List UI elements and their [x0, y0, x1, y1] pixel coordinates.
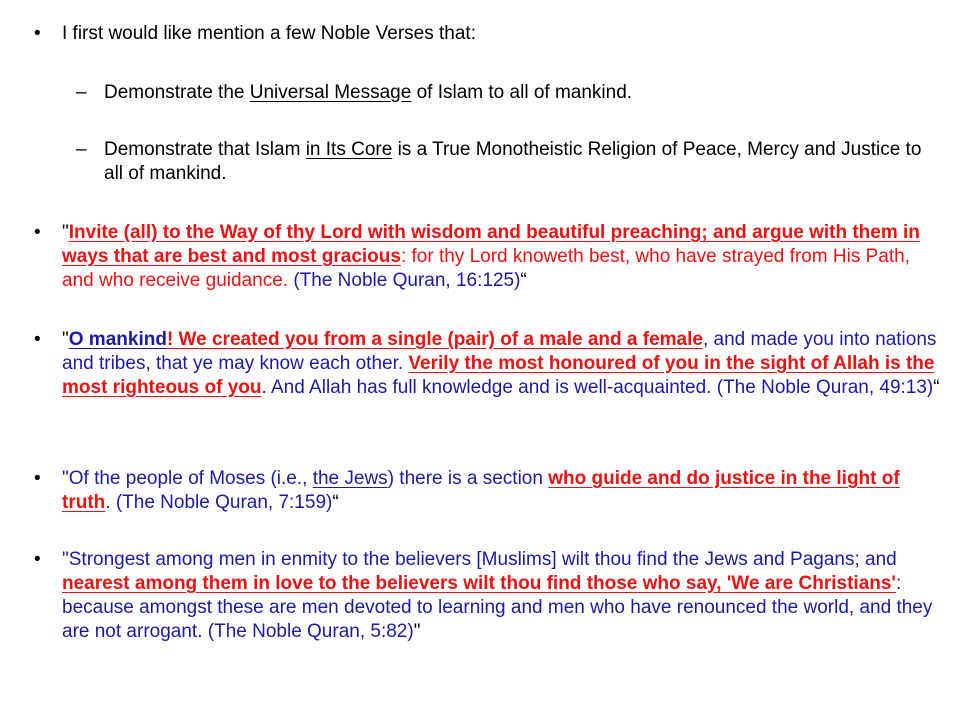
- intro-line: [62, 22, 932, 46]
- close-quote: ": [413, 621, 421, 642]
- verse2-emphasis-red: ! We created you from a single (pair) of a male and a female: [166, 329, 703, 350]
- verse3-text-mid: ) there is a section: [387, 468, 549, 489]
- verse1-reference: (The Noble Quran, 16:125): [293, 270, 521, 291]
- verse3-text: .: [105, 492, 116, 513]
- sub2-text-post: is a True Monotheistic Religion of Peace, Mercy and Justice to all of mankind.: [104, 139, 922, 184]
- verse2-emphasis-blue: O mankind: [68, 329, 167, 350]
- sub-point-in-its-core: [104, 138, 934, 186]
- open-quote: ": [62, 329, 69, 350]
- sub1-text-pre: Demonstrate the: [104, 82, 250, 103]
- verse2-text-mid: , and made you into nations and tribes, that ye may know each other.: [62, 329, 937, 374]
- close-quote: “: [933, 377, 940, 398]
- dash-icon: –: [76, 82, 87, 103]
- verse4-text: : because amongst these are men devoted to learning and men who have renounced the world, and they are not arrogant.: [62, 573, 933, 642]
- bullet-icon: •: [34, 222, 41, 243]
- verse1-text: : for thy Lord knoweth best, who have strayed from His Path, and who receive guidance.: [62, 246, 910, 291]
- sub1-emphasis: Universal Message: [249, 82, 412, 103]
- verse2-reference: (The Noble Quran, 49:13): [716, 377, 934, 398]
- verse-5-82: [62, 548, 942, 644]
- sub1-text-post: of Islam to all of mankind.: [411, 82, 633, 103]
- close-quote: “: [520, 270, 527, 291]
- verse-49-13: [62, 328, 942, 400]
- intro-text: I first would like mention a few Noble Verses that:: [62, 23, 476, 44]
- open-quote: ": [62, 222, 69, 243]
- verse3-emphasis-2: who guide and do justice in the light of truth: [62, 468, 900, 513]
- verse3-emphasis-1: the Jews: [312, 468, 388, 489]
- verse2-emphasis-2: Verily the most honoured of you in the sight of Allah is the most righteous of you: [62, 353, 935, 398]
- sub2-emphasis: in Its Core: [305, 139, 393, 160]
- verse3-text-pre: "Of the people of Moses (i.e.,: [62, 468, 313, 489]
- verse-7-159: [62, 467, 942, 515]
- verse4-emphasis: nearest among them in love to the believers wilt thou find those who say, 'We are Christians': [62, 573, 896, 594]
- verse4-text-pre: "Strongest among men in enmity to the believers [Muslims] wilt thou find the Jews and Pagans; and: [62, 549, 897, 570]
- bullet-icon: •: [34, 329, 41, 350]
- verse2-text: . And Allah has full knowledge and is well-acquainted.: [261, 377, 717, 398]
- sub-point-universal-message: [104, 81, 934, 105]
- sub2-text-pre: Demonstrate that Islam: [104, 139, 306, 160]
- bullet-icon: •: [34, 549, 41, 570]
- verse1-emphasis: Invite (all) to the Way of thy Lord with wisdom and beautiful preaching; and argue with them in ways that are best and most gracious: [62, 222, 920, 267]
- verse3-reference: (The Noble Quran, 7:159): [115, 492, 333, 513]
- bullet-icon: •: [34, 23, 41, 44]
- bullet-icon: •: [34, 468, 41, 489]
- verse-16-125: [62, 221, 942, 293]
- verse4-reference: (The Noble Quran, 5:82): [207, 621, 414, 642]
- close-quote: “: [332, 492, 339, 513]
- dash-icon: –: [76, 139, 87, 160]
